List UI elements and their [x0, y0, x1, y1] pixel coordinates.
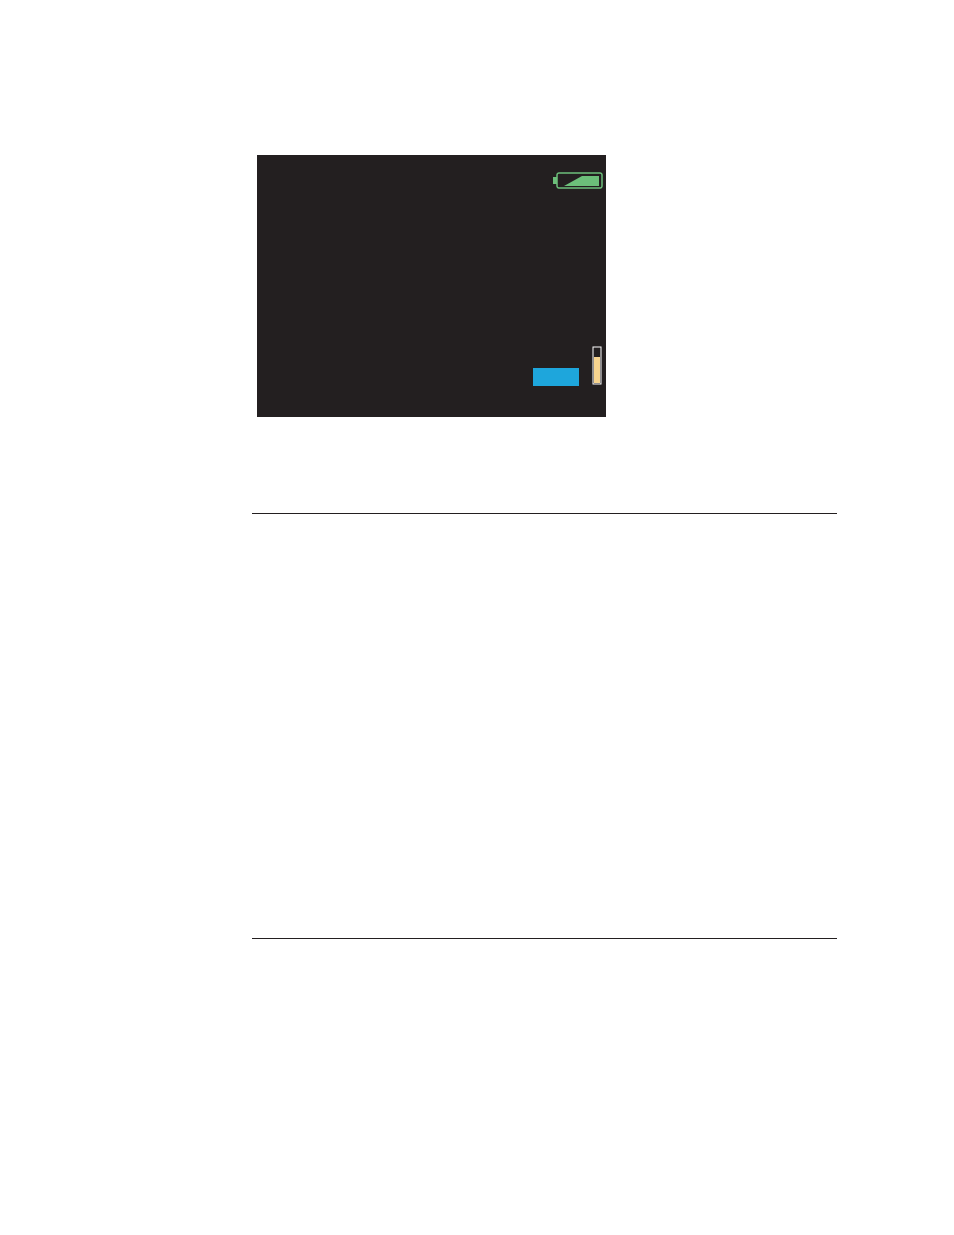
table-top-rule — [252, 513, 837, 514]
pulse-amplitude-bar — [593, 347, 601, 384]
vital-signs-display-diagram — [0, 0, 954, 460]
spo2-numeric-box — [533, 368, 579, 386]
table-bottom-rule — [252, 938, 837, 939]
